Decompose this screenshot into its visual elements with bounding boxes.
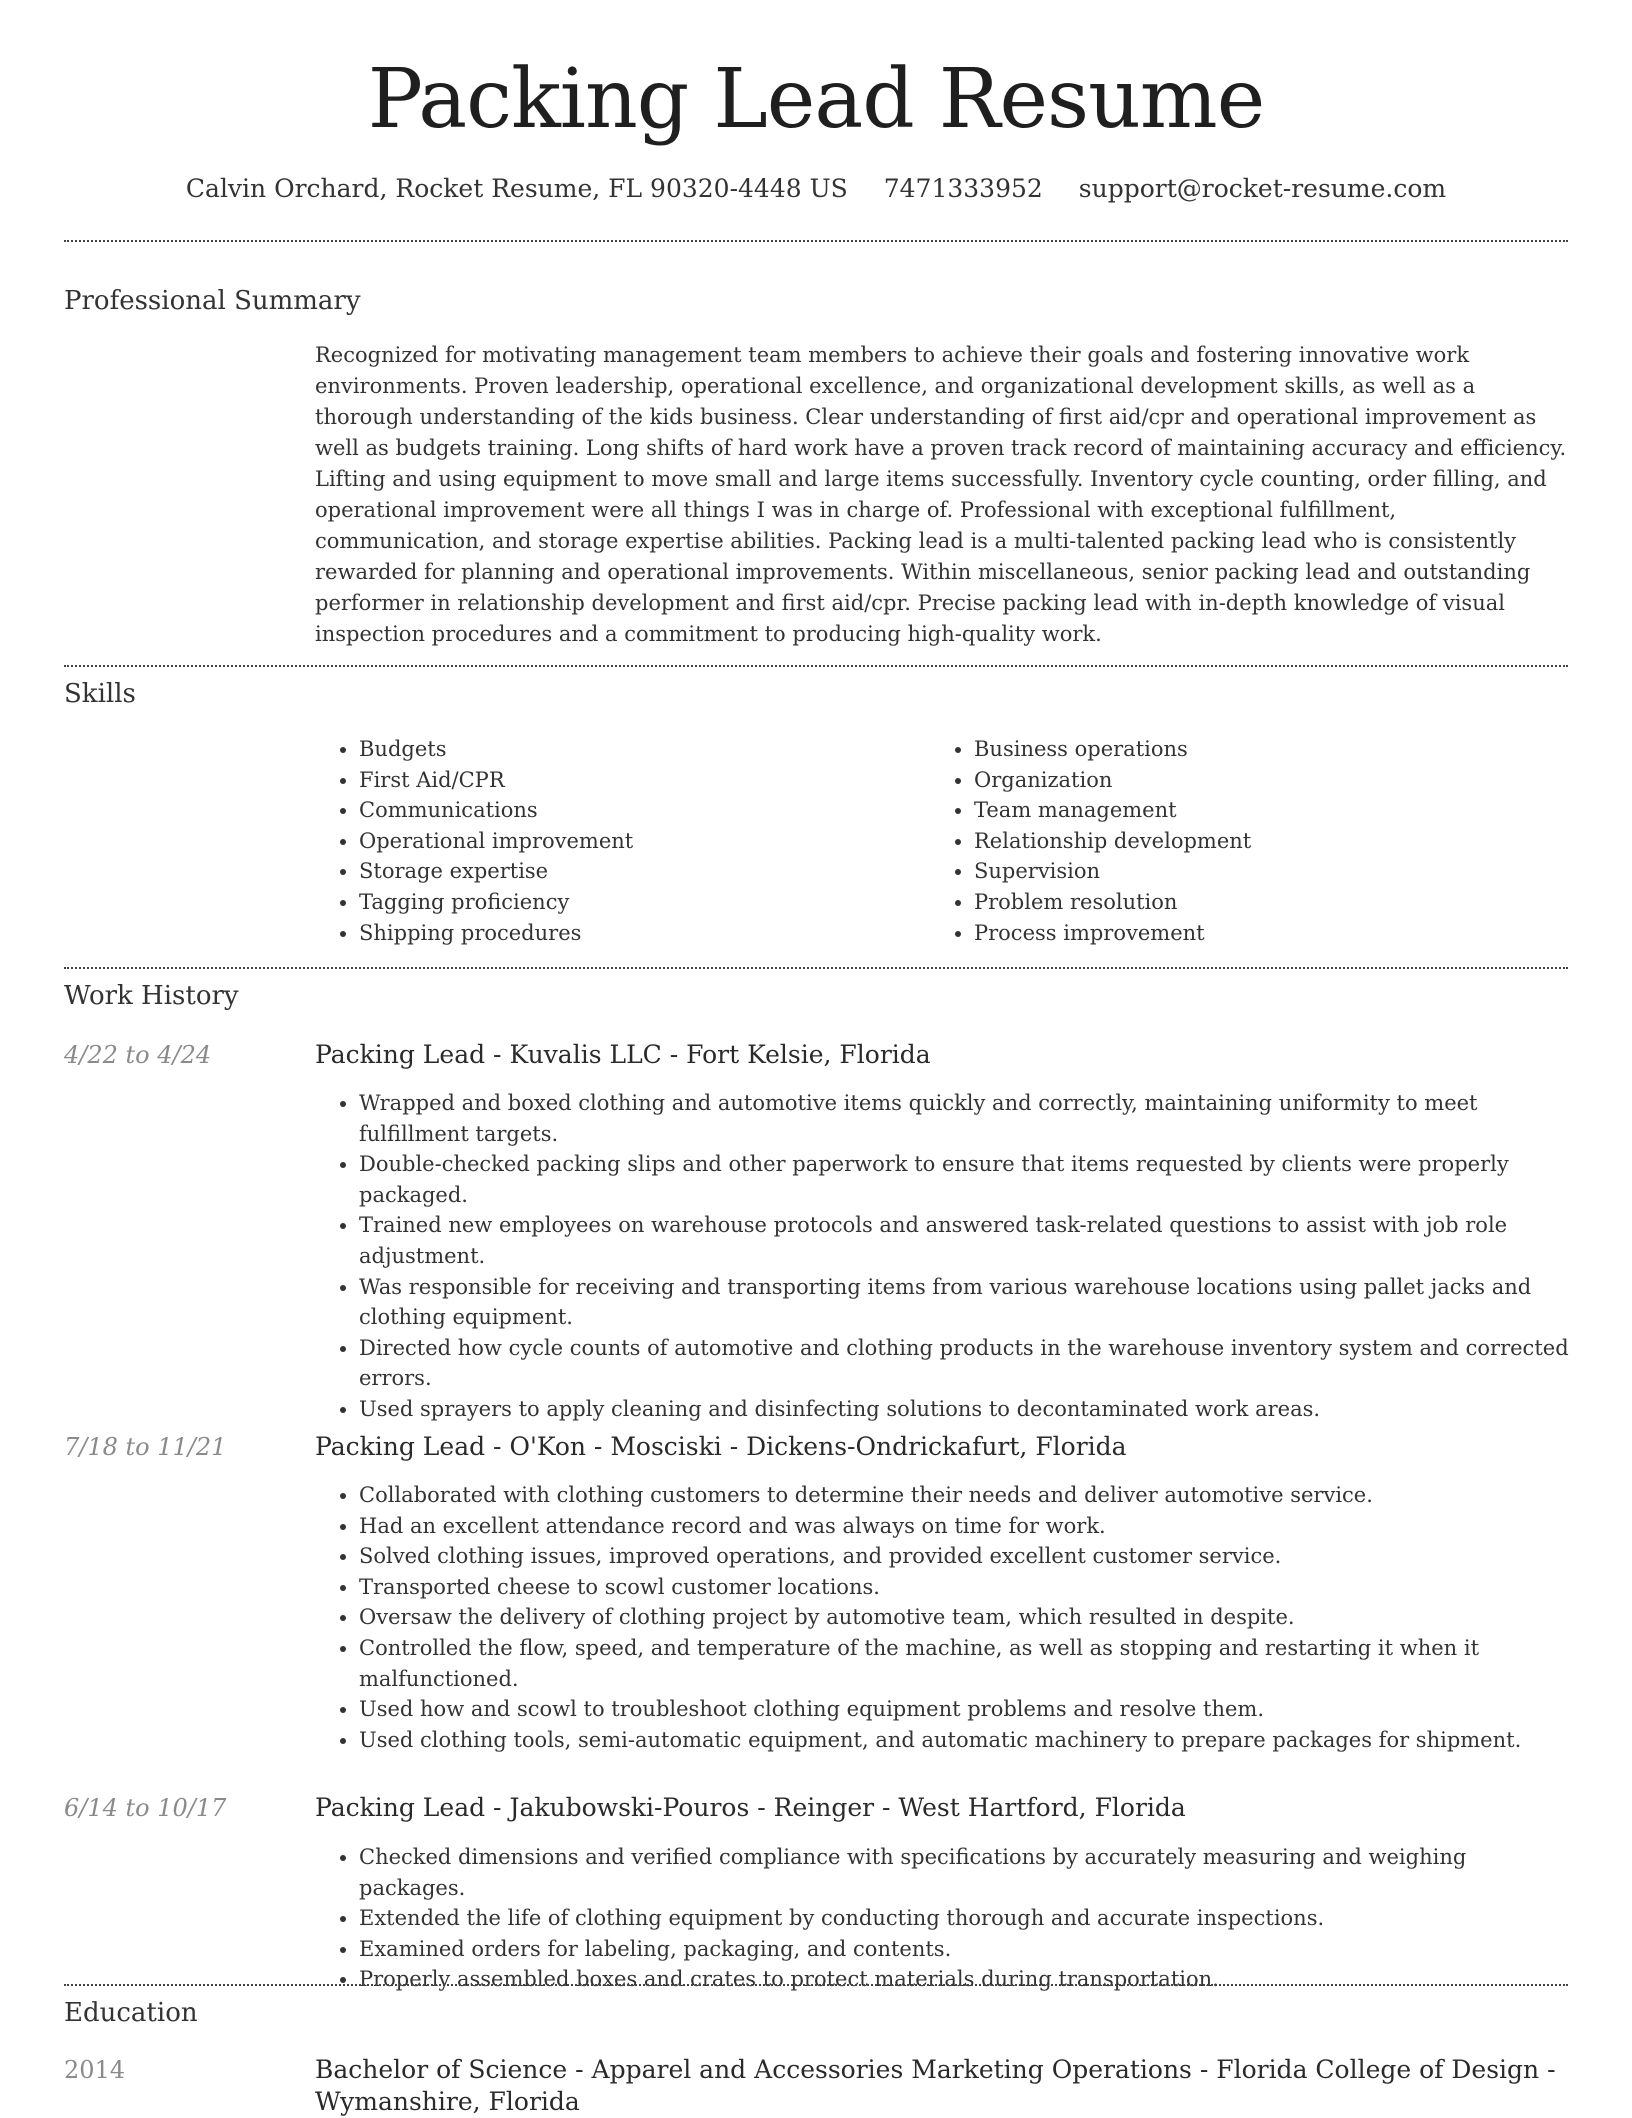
job-title: Packing Lead - Kuvalis LLC - Fort Kelsie, Florida bbox=[315, 1040, 931, 1069]
divider bbox=[64, 665, 1568, 667]
section-heading-work: Work History bbox=[64, 981, 239, 1011]
job-title: Packing Lead - O'Kon - Mosciski - Dickens-Ondrickafurt, Florida bbox=[315, 1432, 1127, 1461]
section-heading-education: Education bbox=[64, 1998, 198, 2028]
job-dates: 4/22 to 4/24 bbox=[64, 1041, 212, 1069]
divider bbox=[64, 240, 1568, 242]
skill-item: • Tagging proficiency bbox=[359, 887, 915, 918]
job-bullet: • Examined orders for labeling, packaging, and contents. bbox=[359, 1934, 1570, 1965]
skill-item: • Shipping procedures bbox=[359, 918, 915, 949]
skills-list-left bbox=[315, 734, 915, 948]
contact-address: Calvin Orchard, Rocket Resume, FL 90320-4448 US bbox=[185, 174, 848, 203]
job-bullet: • Was responsible for receiving and transporting items from various warehouse locations using pallet jacks and clothing equipment. bbox=[359, 1272, 1570, 1333]
skill-item: • Relationship development bbox=[974, 826, 1570, 857]
section-heading-summary: Professional Summary bbox=[64, 286, 361, 316]
job-dates: 7/18 to 11/21 bbox=[64, 1433, 227, 1461]
skill-item: • First Aid/CPR bbox=[359, 765, 915, 796]
job-bullet: • Oversaw the delivery of clothing project by automotive team, which resulted in despite. bbox=[359, 1602, 1570, 1633]
skills-list-right bbox=[930, 734, 1570, 948]
job-bullet: • Collaborated with clothing customers to determine their needs and deliver automotive service. bbox=[359, 1480, 1570, 1511]
summary-text: Recognized for motivating management team members to achieve their goals and fostering innovative work environments. Proven leadership, operational excellence, and organizational development skills, as well as a thorough understanding of the kids business. Clear understanding of first aid/cpr and operational improvement as well as budgets training. Long shifts of hard work have a proven track record of maintaining accuracy and efficiency. Lifting and using equipment to move small and large items successfully. Inventory cycle counting, order filling, and operational improvement were all things I was in charge of. Professional with exceptional fulfillment, communication, and storage expertise abilities. Packing lead is a multi-talented packing lead who is consistently rewarded for planning and operational improvements. Within miscellaneous, senior packing lead and outstanding performer in relationship development and first aid/cpr. Precise packing lead with in-depth knowledge of visual inspection procedures and a commitment to producing high-quality work. bbox=[315, 343, 1567, 646]
job-bullet: • Trained new employees on warehouse protocols and answered task-related questions to assist with job role adjustment. bbox=[359, 1210, 1570, 1271]
job-bullet: • Had an excellent attendance record and was always on time for work. bbox=[359, 1511, 1570, 1542]
job-dates: 6/14 to 10/17 bbox=[64, 1794, 227, 1822]
job-bullet: • Used how and scowl to troubleshoot clothing equipment problems and resolve them. bbox=[359, 1694, 1570, 1725]
job-bullet: • Used sprayers to apply cleaning and disinfecting solutions to decontaminated work areas. bbox=[359, 1394, 1570, 1425]
education-title: Bachelor of Science - Apparel and Accessories Marketing Operations - Florida College of Design - Wymanshire, Florida bbox=[315, 2055, 1556, 2116]
job-bullet: • Properly assembled boxes and crates to protect materials during transportation. bbox=[359, 1964, 1570, 1995]
skill-item: • Business operations bbox=[974, 734, 1570, 765]
job-bullet: • Double-checked packing slips and other paperwork to ensure that items requested by clients were properly packaged. bbox=[359, 1149, 1570, 1210]
skill-item: • Communications bbox=[359, 795, 915, 826]
education-year: 2014 bbox=[64, 2056, 126, 2084]
job-bullet: • Transported cheese to scowl customer locations. bbox=[359, 1572, 1570, 1603]
job-bullets bbox=[315, 1842, 1570, 1995]
job-bullet: • Directed how cycle counts of automotive and clothing products in the warehouse inventory system and corrected errors. bbox=[359, 1333, 1570, 1394]
skill-item: • Organization bbox=[974, 765, 1570, 796]
divider bbox=[64, 1984, 1568, 1986]
skill-item: • Budgets bbox=[359, 734, 915, 765]
job-bullets bbox=[315, 1480, 1570, 1755]
resume-title: Packing Lead Resume bbox=[367, 52, 1265, 147]
skill-item: • Team management bbox=[974, 795, 1570, 826]
contact-line bbox=[0, 172, 1632, 206]
section-heading-skills: Skills bbox=[64, 679, 136, 709]
job-bullet: • Controlled the flow, speed, and temperature of the machine, as well as stopping and restarting it when it malfunctioned. bbox=[359, 1633, 1570, 1694]
skill-item: • Problem resolution bbox=[974, 887, 1570, 918]
job-bullet: • Solved clothing issues, improved operations, and provided excellent customer service. bbox=[359, 1541, 1570, 1572]
skill-item: • Supervision bbox=[974, 856, 1570, 887]
job-bullet: • Wrapped and boxed clothing and automotive items quickly and correctly, maintaining uniformity to meet fulfillment targets. bbox=[359, 1088, 1570, 1149]
job-bullets bbox=[315, 1088, 1570, 1425]
job-bullet: • Checked dimensions and verified compliance with specifications by accurately measuring and weighing packages. bbox=[359, 1842, 1570, 1903]
job-bullet: • Used clothing tools, semi-automatic equipment, and automatic machinery to prepare packages for shipment. bbox=[359, 1725, 1570, 1756]
contact-phone: 7471333952 bbox=[883, 174, 1043, 203]
skill-item: • Storage expertise bbox=[359, 856, 915, 887]
skill-item: • Operational improvement bbox=[359, 826, 915, 857]
contact-email[interactable]: support@rocket-resume.com bbox=[1078, 174, 1447, 203]
skill-item: • Process improvement bbox=[974, 918, 1570, 949]
divider bbox=[64, 967, 1568, 969]
job-bullet: • Extended the life of clothing equipment by conducting thorough and accurate inspections. bbox=[359, 1903, 1570, 1934]
job-title: Packing Lead - Jakubowski-Pouros - Reinger - West Hartford, Florida bbox=[315, 1793, 1186, 1822]
